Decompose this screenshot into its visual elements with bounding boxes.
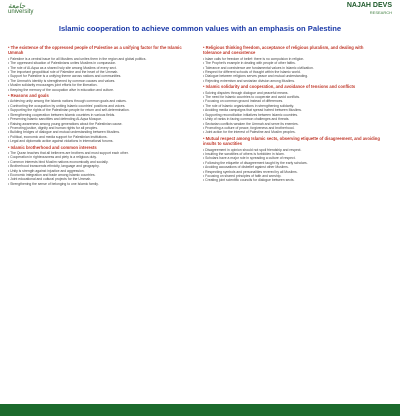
bullet-point: • Promoting a culture of peace, forgiveness and brotherhood. — [203, 125, 295, 130]
header — [0, 0, 400, 22]
section-heading: • Islamic brotherhood and common interests — [8, 144, 97, 150]
bullet-point: • Political, economic and media support for Palestinian institutions. — [8, 134, 108, 139]
bullet-point: • Support for Palestine is a unifying theme across nations and communities. — [8, 74, 122, 79]
bullet-point: • The important geopolitical role of Palestine and the heart of the Ummah. — [8, 70, 119, 75]
bullet-point: • Rejecting extremism and sectarian division among Muslims. — [203, 78, 296, 83]
bullet-point: • Keeping the memory of the occupation alive in education and culture. — [8, 87, 114, 92]
bullet-point: • Preserving Islamic sanctities and defending Al-Aqsa Mosque. — [8, 117, 102, 122]
research-logo — [347, 2, 392, 16]
bullet-point: • Legal and diplomatic action against violations in international forums. — [8, 139, 114, 144]
bullet-point: • Achieving unity among the Islamic nations through common goals and values. — [8, 99, 127, 104]
bullet-point: • Economic integration and trade among Islamic countries. — [8, 172, 96, 177]
bullet-point: • Joint educational and cultural projects for the Ummah. — [8, 177, 92, 182]
bullet-point: • Islam calls for freedom of belief: there is no compulsion in religion. — [203, 56, 305, 61]
bullet-point: • Unity of ranks in facing common challenges and threats. — [203, 117, 290, 122]
bullet-point: • Unity is strength against injustice and aggression. — [8, 168, 85, 173]
bullet-point: • Creating joint scientific councils for dialogue between sects. — [203, 178, 295, 183]
research-logo-main: NAJAH DEVS — [346, 2, 392, 9]
bullet-point: • Insulting the sanctities of others is forbidden in Islam. — [203, 151, 285, 156]
bullet-point: • Brotherhood transcends ethnicity, language and geography. — [8, 164, 100, 169]
bullet-point: • Avoiding accusations of disbelief against other Muslims. — [203, 165, 289, 170]
bullet-point: • Focusing on shared principles of faith and worship. — [203, 173, 282, 178]
bullet-point: • Dialogue between religions serves peace and mutual understanding. — [203, 74, 309, 79]
bullet-point: • The need for Islamic countries to cooperate and avoid conflicts. — [203, 95, 301, 100]
bullet-point: • Solving disputes through dialogue and peaceful means. — [203, 90, 289, 95]
bullet-point: • Palestine is a central issue for all Muslims and unites them in the region and global politics. — [8, 56, 147, 61]
bullet-point: • Promoting justice, dignity and human rights for all peoples. — [8, 125, 98, 130]
bullet-point: • Tolerance and coexistence are fundamental values in Islamic civilization. — [203, 65, 314, 70]
bullet-point: • Scholars have a major role in spreading a culture of respect. — [203, 156, 296, 161]
section-heading: • The existence of the oppressed people of Palestine as a unifying factor for the Islamic Ummah — [8, 45, 182, 56]
bullet-point: • The Ummah's identity is strengthened by common causes and values. — [8, 78, 116, 83]
logo-script-text: جامعة — [8, 2, 26, 10]
bullet-point: • The role of Al-Aqsa as a shared holy site among Muslims of every sect. — [8, 65, 117, 70]
section-heading: • Reasons and goals — [8, 93, 49, 99]
bullet-point: • Sectarian conflicts weaken the Ummah and serve its enemies. — [203, 121, 299, 126]
bullet-point: • Respect for different schools of thought within the Islamic world. — [203, 70, 301, 75]
bullet-point: • Strengthening cooperation between Islamic countries in various fields. — [8, 112, 116, 117]
section-heading: • Religious thinking freedom, acceptance of religious pluralism, and dealing with tolerance and coexistence — [203, 45, 364, 56]
bullet-point: • The role of Islamic organizations in strengthening solidarity. — [203, 103, 294, 108]
bullet-point: • Strengthening the sense of belonging to one Islamic family. — [8, 181, 99, 186]
poster-title: Islamic cooperation to achieve common values with an emphasis on Palestine — [58, 24, 342, 33]
bullet-point: • Confronting the occupation by uniting Islamic countries' positions and voices. — [8, 103, 126, 108]
bullet-point: • Following the etiquette of disagreement taught by the early scholars. — [203, 160, 308, 165]
section-heading: • Islamic solidarity and cooperation, and avoidance of tensions and conflicts — [203, 84, 356, 90]
bullet-point: • Common interests bind Muslim nations economically and socially. — [8, 159, 109, 164]
bullet-point: • Focusing on common ground instead of differences. — [203, 99, 284, 104]
bullet-point: • Joint action for the interest of Palestine and Muslim peoples. — [203, 130, 296, 135]
research-logo-sub: RESEARCH — [369, 10, 392, 15]
bullet-point: • Cooperation in righteousness and piety is a religious duty. — [8, 155, 97, 160]
bullet-point: • The Prophet's example in dealing with people of other faiths. — [203, 61, 296, 66]
bullet-point: • Raising awareness among young generations about the Palestinian cause. — [8, 121, 123, 126]
university-logo — [8, 3, 33, 15]
logo-text: university — [8, 9, 34, 15]
bullet-point: • Respecting symbols and personalities revered by all Muslims. — [203, 169, 298, 174]
bullet-point: • Avoiding media campaigns that spread hatred between Muslims. — [203, 108, 302, 113]
bullet-point: • Supporting reconciliation initiatives between Islamic countries. — [203, 112, 299, 117]
bullet-point: • Disagreement in opinion should not spoil friendship and respect. — [203, 147, 302, 152]
bullet-point: • Building bridges of dialogue and mutual understanding between Muslims. — [8, 130, 121, 135]
section-heading: • Mutual respect among Islamic sects, observing etiquette of disagreement, and avoiding insults to sanctities — [203, 135, 380, 147]
bullet-point: • The Quran teaches that all believers are brothers and must support each other. — [8, 150, 129, 155]
right-column — [203, 44, 383, 183]
bullet-point: • The oppressed situation of Palestinians unites Muslims in compassion. — [8, 61, 117, 66]
bullet-point: • Supporting the rights of the Palestinian people for return and self-determination. — [8, 108, 130, 113]
bullet-point: • Muslim solidarity encourages joint efforts for the liberation. — [8, 83, 98, 88]
left-column — [8, 44, 188, 186]
footer-bar — [0, 404, 400, 416]
